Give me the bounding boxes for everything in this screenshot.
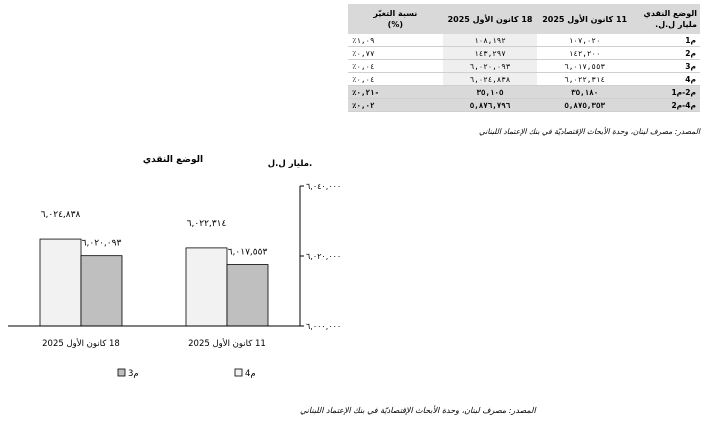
row-value-col1: ٥,٨٧٥,٣٥٣: [537, 99, 632, 112]
row-pct: ٠,٠٤٪: [348, 73, 443, 86]
table-diff-row: [348, 99, 700, 112]
bar-m3: [227, 265, 268, 326]
row-value-col2: ١٤٣,٢٩٧: [443, 47, 538, 60]
x-labels-group: [42, 338, 266, 349]
bar-m4: [40, 239, 81, 326]
bar-value-label: ٦,٠٢٢,٣١٤: [186, 218, 227, 229]
row-pct: ٠,٠٤٪: [348, 60, 443, 73]
row-label: م2-م1: [632, 86, 700, 99]
y-ticks-group: [300, 182, 341, 331]
table-row: [348, 47, 700, 60]
row-value-col2: ٦,٠٢٠,٠٩٣: [443, 60, 538, 73]
header-col1: [537, 4, 632, 34]
row-pct: ٠,٧٧٪: [348, 47, 443, 60]
legend-swatch: [118, 369, 125, 376]
row-label: م4-م2: [632, 99, 700, 112]
y-tick-label: ٦,٠٠٠,٠٠٠: [306, 322, 342, 331]
bar-m4: [186, 248, 227, 326]
table-diff-row: [348, 86, 700, 99]
row-value-col1: ١٠٧,٠٢٠: [537, 34, 632, 47]
header-label-text: الوضع النقدي مليار ل.ل.: [643, 9, 697, 29]
bar-value-label: ٦,٠٢٤,٨٣٨: [40, 210, 81, 221]
legend-label: م3: [128, 369, 139, 379]
monetary-bar-chart: [0, 140, 705, 406]
row-value-col2: ٦,٠٢٤,٨٣٨: [443, 73, 538, 86]
row-value-col2: ٣٥,١٠٥: [443, 86, 538, 99]
header-col1-text: 11 كانون الأول 2025: [542, 14, 628, 24]
row-value-col2: ٥,٨٧٦,٧٩٦: [443, 99, 538, 112]
table-row: [348, 34, 700, 47]
row-label: م1: [632, 34, 700, 47]
chart-source-note: المصدر: مصرف لبنان، وحدة الأبحاث الإقتصاديّة في بنك الإعتماد اللبناني: [300, 406, 536, 415]
row-label: م2: [632, 47, 700, 60]
y-tick-label: ٦,٠٤٠,٠٠٠: [306, 182, 342, 191]
header-pct-text: نسبة التغيّر (%): [373, 9, 418, 29]
row-pct: ٠,٠٢٪: [348, 99, 443, 112]
chart-legend: [118, 369, 256, 379]
legend-swatch: [235, 369, 242, 376]
monetary-table-container: [348, 4, 700, 112]
table-row: [348, 73, 700, 86]
row-value-col2: ١٠٨,١٩٢: [443, 34, 538, 47]
row-pct: ١,٠٩٪: [348, 34, 443, 47]
chart-title: الوضع النقدي: [142, 155, 204, 165]
row-value-col1: ٦,٠١٧,٥٥٣: [537, 60, 632, 73]
y-axis-label: مليار ل.ل.: [267, 159, 313, 169]
row-value-col1: ١٤٢,٢٠٠: [537, 47, 632, 60]
table-source-note: المصدر: مصرف لبنان، وحدة الأبحاث الإقتصاديّة في بنك الإعتماد اللبناني: [479, 127, 700, 136]
bar-m3: [81, 256, 122, 326]
header-col2-text: 18 كانون الأول 2025: [447, 14, 533, 24]
monetary-table: [348, 4, 700, 112]
x-tick-label: 11 كانون الأول 2025: [188, 339, 266, 349]
row-label: م4: [632, 73, 700, 86]
table-header-row: [348, 4, 700, 34]
x-tick-label: 18 كانون الأول 2025: [42, 339, 120, 349]
bar-value-label: ٦,٠٢٠,٠٩٣: [81, 238, 122, 249]
row-value-col1: ٣٥,١٨٠: [537, 86, 632, 99]
row-pct: -٠,٢١٪: [348, 86, 443, 99]
legend-label: م4: [245, 369, 256, 379]
row-label: م3: [632, 60, 700, 73]
row-value-col1: ٦,٠٢٢,٣١٤: [537, 73, 632, 86]
header-pct: [348, 4, 443, 34]
header-col2: [443, 4, 538, 34]
header-label: [632, 4, 700, 34]
bar-value-label: ٦,٠١٧,٥٥٣: [227, 247, 268, 258]
y-tick-label: ٦,٠٢٠,٠٠٠: [306, 252, 342, 261]
table-row: [348, 60, 700, 73]
